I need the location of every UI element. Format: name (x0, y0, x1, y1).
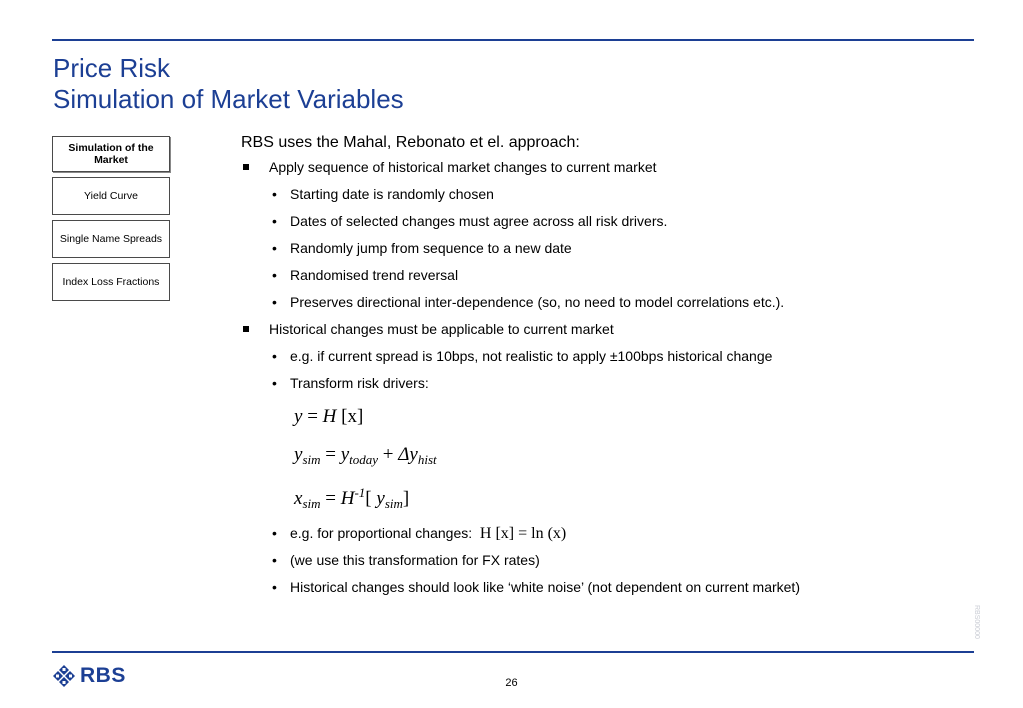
dot-bullet-icon: • (272, 348, 277, 364)
logo-text: RBS (80, 664, 126, 687)
bullet-level2: • e.g. for proportional changes: H [x] = ln (x) (272, 525, 567, 542)
dot-bullet-icon: • (272, 240, 277, 256)
nav-item-yield-curve[interactable]: Yield Curve (52, 177, 170, 215)
bullet-level1: Historical changes must be applicable to current market (241, 321, 961, 348)
dot-bullet-icon: • (272, 375, 277, 391)
nav-item-index-loss-fractions[interactable]: Index Loss Fractions (52, 263, 170, 301)
bullet-level2: • Randomised trend reversal (272, 267, 459, 283)
bullet-level2: • Randomly jump from sequence to a new date (272, 240, 572, 256)
nav-item-simulation-of-the-market[interactable]: Simulation of the Market (52, 136, 170, 172)
page-title (53, 53, 404, 115)
square-bullet-icon (243, 326, 249, 332)
equation-transform: y = H [x] (294, 406, 364, 427)
dot-bullet-icon: • (272, 213, 277, 229)
slide-content (241, 133, 961, 606)
section-nav (52, 136, 170, 306)
equation-simulated-y: $y_{sim} = y_{today} + \Delta y_{hist}$ (294, 444, 437, 467)
page-title-line1: Price Risk (53, 53, 171, 83)
dot-bullet-icon: • (272, 525, 277, 541)
page-number: 26 (505, 677, 518, 689)
bullet-level2: • Preserves directional inter-dependence (so, no need to model correlations etc.). (272, 294, 785, 310)
bullet-level2: • Historical changes should look like ‘white noise’ (not dependent on current market) (272, 579, 800, 595)
page-title-line2: Simulation of Market Variables (53, 84, 404, 114)
bottom-rule (52, 651, 974, 653)
lead-text: RBS uses the Mahal, Rebonato et el. approach: (241, 134, 580, 151)
bullet-level2: • (we use this transformation for FX rates) (272, 552, 540, 568)
bullet-level2: • e.g. if current spread is 10bps, not realistic to apply ±100bps historical change (272, 348, 773, 364)
document-code: RBS00000 (973, 605, 980, 639)
equation-inverse-transform: $x_{sim} = H^{-1}$[ $y_{sim}$] (294, 485, 410, 511)
bullet-level2: • Dates of selected changes must agree across all risk drivers. (272, 213, 668, 229)
dot-bullet-icon: • (272, 267, 277, 283)
dot-bullet-icon: • (272, 552, 277, 568)
top-rule (52, 39, 974, 41)
dot-bullet-icon: • (272, 186, 277, 202)
bullet-level2: • Starting date is randomly chosen (272, 186, 494, 202)
bullet-level1: Apply sequence of historical market changes to current market (241, 159, 961, 186)
nav-item-single-name-spreads[interactable]: Single Name Spreads (52, 220, 170, 258)
dot-bullet-icon: • (272, 294, 277, 310)
bullet-level2: • Transform risk drivers: (272, 375, 429, 391)
square-bullet-icon (243, 164, 249, 170)
dot-bullet-icon: • (272, 579, 277, 595)
